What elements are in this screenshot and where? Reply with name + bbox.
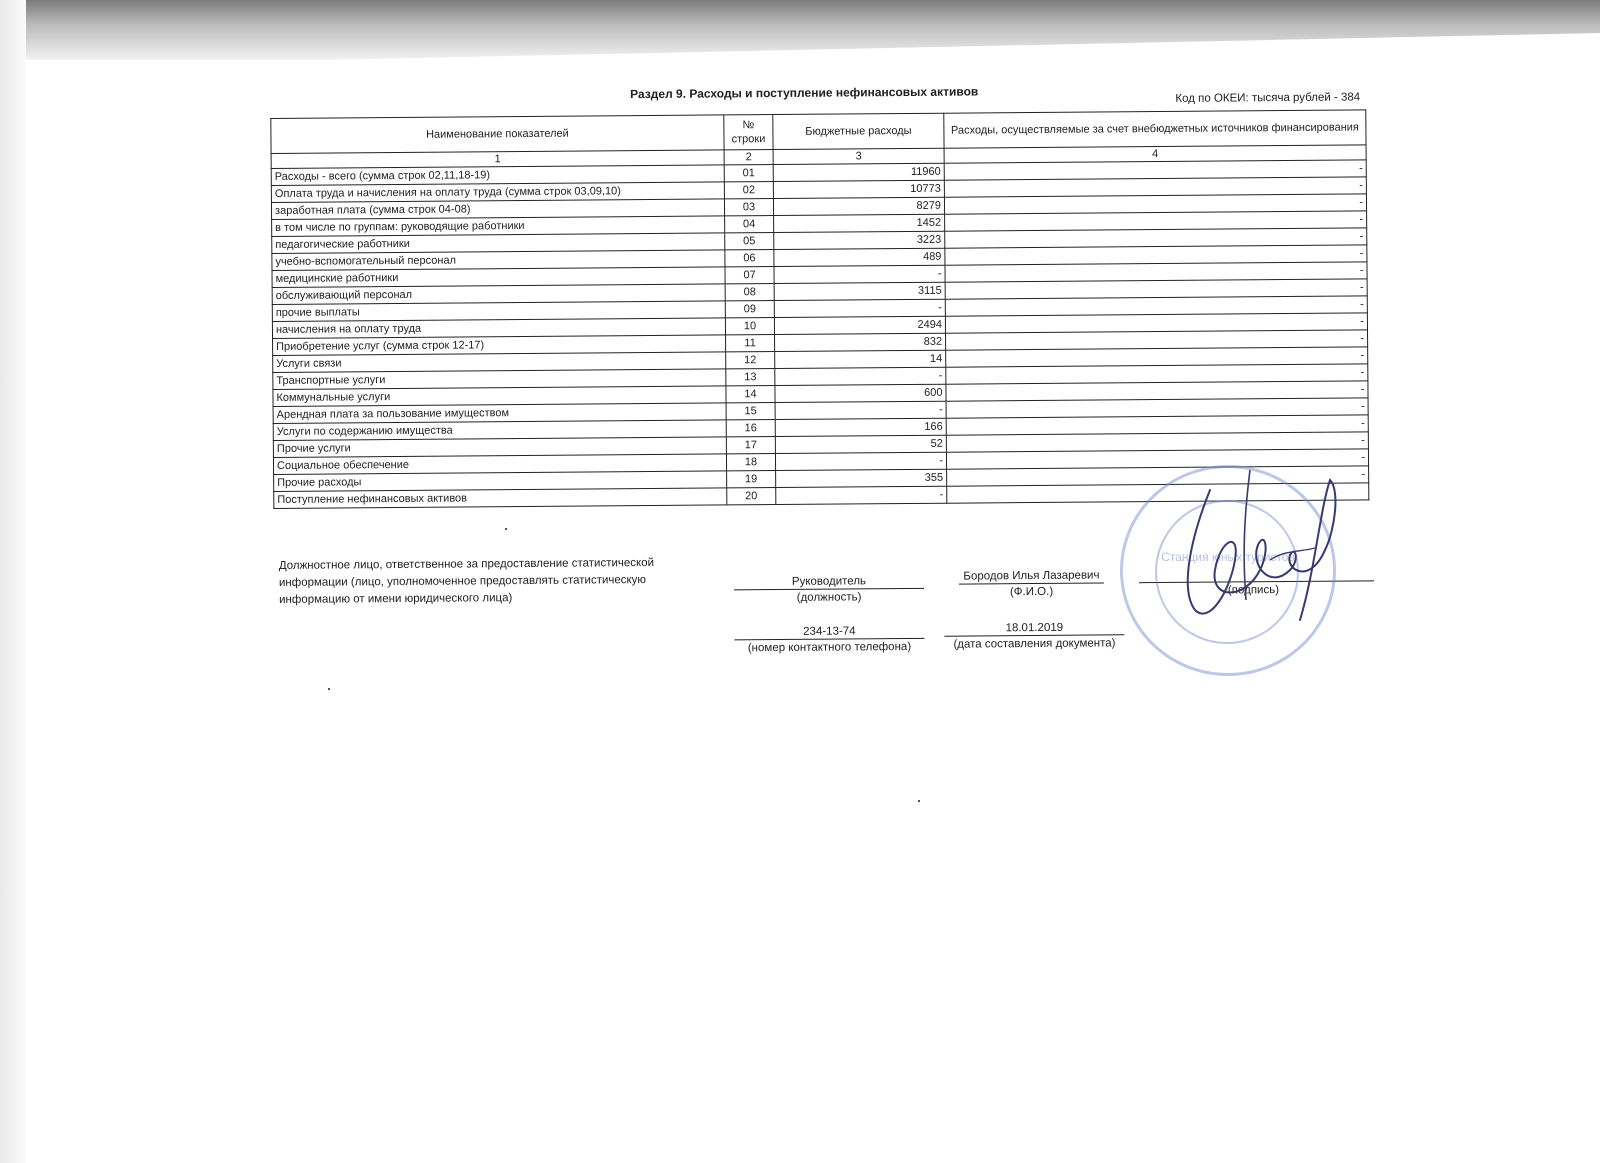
row-code: 14	[726, 386, 775, 403]
row-code: 15	[726, 403, 775, 420]
row-extra: -	[944, 194, 1366, 214]
row-extra: -	[945, 279, 1367, 299]
row-extra: -	[946, 432, 1368, 452]
row-extra: -	[945, 262, 1367, 282]
row-budget: 10773	[773, 180, 944, 198]
row-extra: -	[945, 228, 1367, 248]
row-budget: 14	[775, 350, 946, 368]
fio-caption: (Ф.И.О.)	[1009, 585, 1054, 599]
row-budget: 3223	[774, 231, 945, 249]
row-budget: -	[775, 452, 946, 470]
row-code: 16	[726, 420, 775, 437]
row-name: Оплата труда и начисления на оплату труда (сумма строк 03,09,10)	[271, 182, 724, 203]
row-name: Транспортные услуги	[273, 369, 726, 390]
row-code: 18	[726, 454, 775, 471]
row-code: 13	[726, 369, 775, 386]
position-caption: (должность)	[796, 591, 862, 604]
position-value: Руководитель	[734, 575, 924, 590]
row-code: 05	[725, 233, 774, 250]
row-extra: -	[944, 160, 1366, 180]
row-budget: -	[775, 367, 946, 385]
official-description: Должностное лицо, ответственное за предоставление статистической информации (лицо, уполномоченное предоставлять статистическую информацию от имени юридического лица)	[278, 556, 655, 606]
scan-speck	[505, 528, 507, 530]
row-code: 06	[725, 250, 774, 267]
row-extra: -	[944, 177, 1366, 197]
signature-stroke	[1270, 548, 1315, 560]
row-name: Прочие расходы	[274, 471, 727, 492]
row-code: 03	[724, 199, 773, 216]
scan-speck	[328, 688, 330, 690]
row-budget: 166	[775, 418, 946, 436]
row-budget: -	[774, 265, 945, 283]
row-code: 07	[725, 267, 774, 284]
scan-edge	[0, 0, 26, 1163]
stamp-text: Станция юных туристов	[1161, 550, 1295, 564]
date-field	[944, 621, 1124, 650]
row-extra: -	[946, 381, 1368, 401]
row-budget: 8279	[773, 197, 944, 215]
row-budget: 355	[776, 469, 947, 487]
row-budget: 1452	[774, 214, 945, 232]
row-name: в том числе по группам: руководящие работники	[272, 216, 725, 237]
signature-stroke	[1188, 480, 1336, 620]
date-caption: (дата составления документа)	[953, 637, 1116, 651]
header-budget: Бюджетные расходы	[773, 113, 944, 149]
row-budget: 3115	[774, 282, 945, 300]
row-name: прочие выплаты	[272, 301, 725, 322]
row-budget: 52	[775, 435, 946, 453]
row-name: заработная плата (сумма строк 04-08)	[271, 199, 724, 220]
row-name: учебно-вспомогательный персонал	[272, 250, 725, 271]
fio-value: Бородов Илья Лазаревич	[959, 569, 1104, 584]
row-code: 12	[726, 352, 775, 369]
row-name: медицинские работники	[272, 267, 725, 288]
phone-caption: (номер контактного телефона)	[747, 640, 912, 655]
column-number: 2	[724, 150, 773, 165]
section-title: Раздел 9. Расходы и поступление нефинансовых активов	[630, 84, 979, 102]
signature-caption: (подпись)	[1227, 584, 1280, 597]
row-code: 09	[725, 301, 774, 318]
row-name: обслуживающий персонал	[272, 284, 725, 305]
row-budget: 832	[775, 333, 946, 351]
handwritten-signature	[1150, 450, 1370, 640]
signature-stroke	[1244, 470, 1250, 600]
row-budget: -	[774, 299, 945, 317]
column-number: 4	[944, 145, 1366, 163]
scan-speck	[918, 800, 920, 802]
row-extra: -	[946, 415, 1368, 435]
row-name: Социальное обеспечение	[273, 454, 726, 475]
row-name: Услуги по содержанию имущества	[273, 420, 726, 441]
header-code: № строки	[724, 115, 773, 150]
date-value: 18.01.2019	[944, 621, 1124, 636]
row-extra: -	[945, 245, 1367, 265]
row-name: Прочие услуги	[273, 437, 726, 458]
row-code: 10	[725, 318, 774, 335]
column-number: 3	[773, 148, 944, 164]
row-name: Расходы - всего (сумма строк 02,11,18-19)	[271, 165, 724, 186]
row-name: Приобретение услуг (сумма строк 12-17)	[273, 335, 726, 356]
header-name: Наименование показателей	[271, 115, 724, 154]
column-number: 1	[271, 150, 724, 169]
row-code: 02	[724, 182, 773, 199]
row-extra: -	[946, 398, 1368, 418]
row-budget: 2494	[774, 316, 945, 334]
row-code: 17	[726, 437, 775, 454]
row-extra: -	[946, 449, 1368, 469]
fio-field	[959, 569, 1104, 598]
row-name: Поступление нефинансовых активов	[274, 488, 727, 509]
row-name: Услуги связи	[273, 352, 726, 373]
row-code: 20	[727, 488, 776, 505]
row-name: Арендная плата за пользование имуществом	[273, 403, 726, 424]
units-label: Код по ОКЕИ: тысяча рублей - 384	[1175, 91, 1361, 105]
row-extra: -	[946, 347, 1368, 367]
row-budget: -	[776, 486, 947, 504]
row-name: педагогические работники	[272, 233, 725, 254]
row-extra: -	[946, 330, 1368, 350]
position-field	[734, 575, 924, 604]
row-budget: -	[775, 401, 946, 419]
phone-value: 234-13-74	[734, 625, 924, 640]
row-code: 08	[725, 284, 774, 301]
row-extra: -	[945, 211, 1367, 231]
row-extra: -	[946, 364, 1368, 384]
row-budget: 11960	[773, 163, 944, 181]
row-name: Коммунальные услуги	[273, 386, 726, 407]
row-code: 11	[726, 335, 775, 352]
row-budget: 489	[774, 248, 945, 266]
row-code: 19	[727, 471, 776, 488]
row-budget: 600	[775, 384, 946, 402]
scan-shadow	[0, 0, 1600, 60]
row-code: 04	[725, 216, 774, 233]
row-extra: -	[945, 296, 1367, 316]
row-extra: -	[945, 313, 1367, 333]
row-extra: -	[947, 466, 1369, 486]
phone-field	[734, 625, 924, 654]
row-code: 01	[724, 165, 773, 182]
header-extra: Расходы, осуществляемые за счет внебюджетных источников финансирования	[944, 110, 1366, 148]
row-name: начисления на оплату труда	[272, 318, 725, 339]
